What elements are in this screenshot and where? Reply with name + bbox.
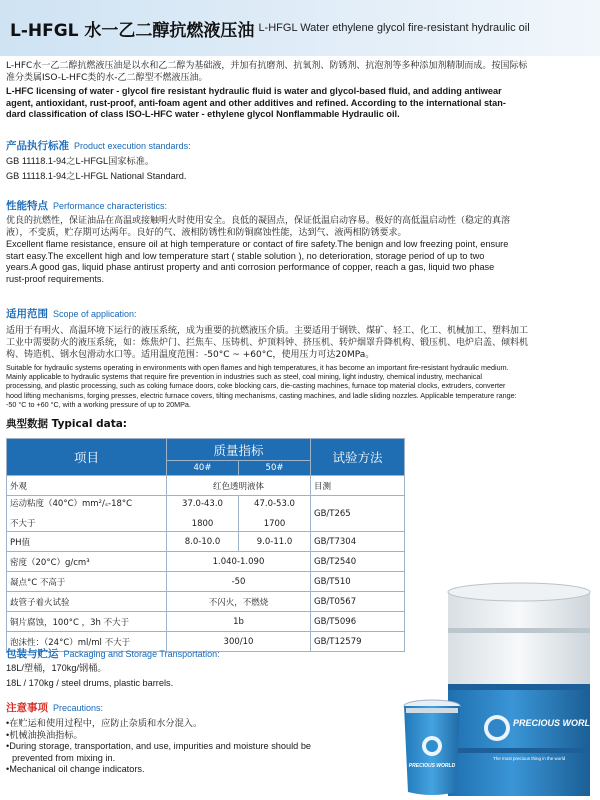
packaging-section — [6, 646, 386, 689]
application-cn-line: 适用于有明火、高温环境下运行的液压系统，成为重要的抗燃液压介质。主要适用于钢铁、煤矿、轻工、化工、机械加工、塑料加工 — [6, 326, 529, 336]
row-item-line: 运动粘度（40°C）mm²/ₛ-18°C — [10, 498, 133, 509]
packaging-line-cn: 18L/塑桶，170kg/钢桶。 — [6, 663, 107, 673]
performance-cn-line: 液），不变质，贮存期可达两年。良好的气、液相防锈性和防铜腐蚀性能，达到气、液两相防锈要求。 — [6, 228, 407, 238]
row-value: 不闪火，不燃烧 — [167, 592, 311, 612]
row-value: 300/10 — [167, 632, 311, 652]
row-item-line: 不大于 — [10, 518, 36, 529]
table-row — [7, 592, 405, 612]
typical-data-heading-wrap — [6, 416, 594, 431]
row-method: GB/T7304 — [311, 532, 405, 552]
standards-heading-en: Product execution standards: — [74, 141, 191, 151]
precautions-heading — [6, 700, 386, 715]
table-row — [7, 572, 405, 592]
pail-brand: PRECIOUS WORLD — [408, 763, 456, 769]
header-item: 项目 — [7, 439, 167, 476]
intro-section — [6, 60, 594, 121]
typical-data-heading: 典型数据 Typical data: — [6, 418, 128, 430]
title-english: L-HFGL Water ethylene glycol fire-resistant hydraulic oil — [258, 22, 530, 34]
table-row — [7, 552, 405, 572]
table-row — [7, 612, 405, 632]
product-illustration — [400, 580, 600, 800]
application-en-line: Mainly applicable to hydraulic systems that require fire prevention in industries such as steel, coal mining, light industry, chemical industry, mechanical — [6, 372, 482, 382]
row-value-line: 47.0-53.0 — [254, 498, 295, 509]
standards-section — [6, 138, 594, 182]
title-chinese: L-HFGL 水一乙二醇抗燃液压油 — [10, 20, 255, 41]
application-section — [6, 306, 594, 409]
row-method: GB/T510 — [311, 572, 405, 592]
precaution-item: •在贮运和使用过程中，应防止杂质和水分混入。 — [6, 718, 203, 728]
row-method: GB/T2540 — [311, 552, 405, 572]
application-heading — [6, 306, 594, 321]
plastic-pail — [404, 700, 460, 795]
table-row — [7, 496, 405, 532]
standards-heading-cn: 产品执行标准 — [6, 140, 69, 152]
row-method: 目测 — [311, 476, 405, 496]
performance-en-line: rust-proof requirements. — [6, 273, 105, 284]
row-value-40: 8.0-10.0 — [167, 532, 239, 552]
application-en-line: -50 °C to +60 °C, with a working pressure of up to 20MPa. — [6, 399, 191, 409]
packaging-heading — [6, 646, 386, 661]
intro-en-line: agent, antioxidant, rust-proof, anti-foam agent and other additives and refined. According to the international stan- — [6, 97, 506, 108]
standards-heading — [6, 138, 594, 153]
intro-en-line: L-HFC licensing of water - glycol fire resistant hydraulic fluid is water and glycol-based fluid, and adding antiwear — [6, 86, 502, 96]
row-method: GB/T0567 — [311, 592, 405, 612]
row-method: GB/T5096 — [311, 612, 405, 632]
application-heading-cn: 适用范围 — [6, 308, 48, 320]
row-value-50 — [239, 496, 311, 532]
performance-en-line: Excellent flame resistance, ensure oil at high temperature or contact of fire safety.The benign and low freezing point, ensure — [6, 239, 509, 249]
packaging-heading-en: Packaging and Storage Transportation: — [63, 649, 220, 659]
performance-en-line: start easy.The excellent high and low temperature start ( stable solution ), no deterioration, storage period of up to two — [6, 250, 485, 261]
row-value: 1.040-1.090 — [167, 552, 311, 572]
product-image — [400, 580, 600, 800]
intro-cn-line: L-HFC水一乙二醇抗燃液压油是以水和乙二醇为基础液，并加有抗磨剂、抗氧剂、防锈剂、抗泡剂等多种添加剂精制而成。按国际标 — [6, 61, 528, 71]
row-item: 泡沫性：（24°C）ml/ml 不大于 — [7, 632, 167, 652]
intro-en-line: dard classification of class ISO-L-HFC water - ethylene glycol Nonflammable Hydraulic oil. — [6, 109, 400, 119]
precaution-item: •机械油换油指标。 — [6, 729, 83, 740]
row-item: 铜片腐蚀，100°C ，3h 不大于 — [7, 612, 167, 632]
header-grade-50: 50# — [239, 461, 311, 476]
row-item: 凝点°C 不高于 — [7, 572, 167, 592]
row-value-line: 1700 — [263, 518, 286, 529]
application-en-line: processing, and plastic processing, such as coking furnace doors, coke blocking cars, die-casting machines, furnace top material clocks, extruders, converter — [6, 381, 506, 391]
application-cn-line: 工业中需要防火的液压系统，如：炼焦炉门、拦焦车、压铸机、炉顶料钟、挤压机、转炉烟罩升降机构、锻压机、电炉启盖、倾料机 — [6, 338, 529, 348]
performance-en-line: years.A good gas, liquid phase antirust property and anti corrosion performance of copper, reach a gas, liquid two phase — [6, 262, 495, 272]
packaging-heading-cn: 包装与贮运 — [6, 648, 59, 660]
title-bar — [0, 0, 600, 56]
application-en-line: hood lifting mechanisms, forging presses, electric furnace covers, tilting mechanisms, casting machines, and ladle sliding nozzles. Applicable temperature range: — [6, 390, 517, 400]
row-method: GB/T12579 — [311, 632, 405, 652]
row-value-line: 1800 — [191, 518, 214, 529]
precaution-item: prevented from mixing in. — [12, 752, 116, 763]
precaution-item: •During storage, transportation, and use, impurities and moisture should be — [6, 741, 312, 751]
standards-line-cn: GB 11118.1-94之L-HFGL国家标准。 — [6, 156, 155, 166]
row-value: 红色透明液体 — [167, 476, 311, 496]
application-en-line: Suitable for hydraulic systems operating in environments with open flames and high temperatures, it has become an important fire-resistant hydraulic medium. — [6, 363, 509, 372]
header-method: 试验方法 — [311, 439, 405, 476]
precautions-heading-en: Precautions: — [53, 703, 104, 713]
packaging-line-en: 18L / 170kg / steel drums, plastic barrels. — [6, 677, 174, 688]
row-value: 1b — [167, 612, 311, 632]
row-item: 歧管子着火试验 — [7, 592, 167, 612]
performance-heading-cn: 性能特点 — [6, 200, 48, 212]
application-heading-en: Scope of application: — [53, 309, 137, 319]
performance-cn-line: 优良的抗燃性，保证油品在高温或接触明火时使用安全。良低的凝固点，保证低温启动容易。极好的高低温启动性（稳定的真溶 — [6, 216, 511, 226]
performance-section — [6, 198, 594, 285]
intro-cn-line: 准分类属ISO-L-HFC类的水-乙二醇型不燃液压油。 — [6, 73, 208, 83]
typical-data-table — [6, 438, 405, 652]
row-value: -50 — [167, 572, 311, 592]
row-item: 外观 — [7, 476, 167, 496]
row-item: PH值 — [7, 532, 167, 552]
row-value-line: 37.0-43.0 — [182, 498, 223, 509]
performance-heading-en: Performance characteristics: — [53, 201, 168, 211]
drum-brand: PRECIOUS WORLD — [513, 718, 597, 728]
drum-slogan: The most precious thing in the world — [493, 756, 566, 761]
standards-line-en: GB 11118.1-94之L-HFGL National Standard. — [6, 170, 187, 181]
row-value-50: 9.0-11.0 — [239, 532, 311, 552]
precautions-heading-cn: 注意事项 — [6, 702, 48, 714]
steel-drum — [448, 583, 597, 796]
row-method: GB/T265 — [311, 496, 405, 532]
table-header-row — [7, 439, 405, 461]
table-row — [7, 532, 405, 552]
row-value-40 — [167, 496, 239, 532]
header-quality: 质量指标 — [167, 439, 311, 461]
table-row — [7, 476, 405, 496]
precaution-item: •Mechanical oil change indicators. — [6, 764, 145, 774]
row-item — [7, 496, 167, 532]
application-cn-line: 构、铸造机、钢水包滑动水口等。适用温度范围：-50°C ~ +60°C，使用压力可达20MPa。 — [6, 350, 375, 360]
precautions-section — [6, 700, 386, 776]
row-item: 密度（20°C）g/cm³ — [7, 552, 167, 572]
header-grade-40: 40# — [167, 461, 239, 476]
performance-heading — [6, 198, 594, 213]
